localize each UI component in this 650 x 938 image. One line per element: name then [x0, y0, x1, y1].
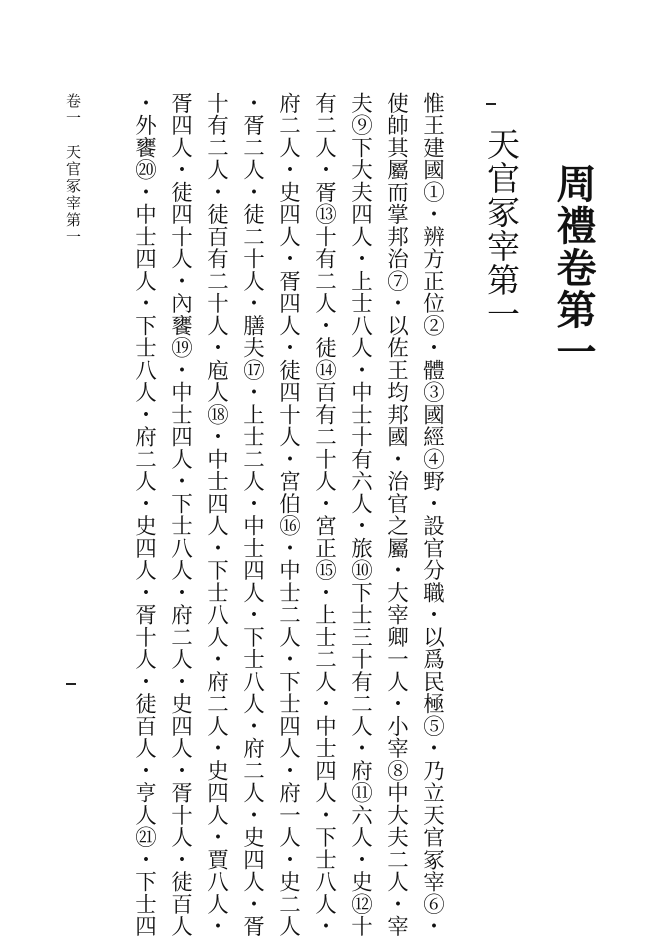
running-header: 卷一 天官冢宰第一	[64, 93, 82, 246]
chapter-title-dash	[486, 103, 496, 105]
text-column-9: ・外饔⑳・中士四人・下士八人・府二人・史四人・胥十人・徒百人・亨人㉑・下士四	[131, 92, 157, 938]
book-title: 周禮卷第一	[550, 163, 597, 373]
text-column-4: 有二人・胥⑬十有二人・徒⑭百有二十人・宮正⑮・上士二人・中士四人・下士八人・	[311, 92, 337, 938]
text-column-3: 夫⑨下大夫四人・上士八人・中士十有六人・旅⑩下士三十有二人・府⑪六人・史⑫十	[347, 92, 373, 938]
chapter-title: 天官冢宰第一	[482, 127, 521, 331]
margin-tick	[66, 683, 76, 685]
text-column-6: ・胥二人・徒二十人・膳夫⑰・上士二人・中士四人・下士八人・府二人・史四人・胥	[239, 92, 265, 938]
text-column-7: 十有二人・徒百有二十人・庖人⑱・中士四人・下士八人・府二人・史四人・賈八人・	[203, 92, 229, 938]
text-column-2: 使帥其屬而掌邦治⑦・以佐王均邦國・治官之屬・大宰卿一人・小宰⑧中大夫二人・宰	[383, 92, 409, 938]
text-column-8: 胥四人・徒四十人・內饔⑲・中士四人・下士八人・府二人・史四人・胥十人・徒百人	[167, 92, 193, 938]
text-column-1: 惟王建國①・辨方正位②・體③國經④野・設官分職・以爲民極⑤・乃立天官冢宰⑥・	[419, 92, 445, 938]
text-column-5: 府二人・史四人・胥四人・徒四十人・宮伯⑯・中士二人・下士四人・府一人・史二人	[275, 92, 301, 938]
